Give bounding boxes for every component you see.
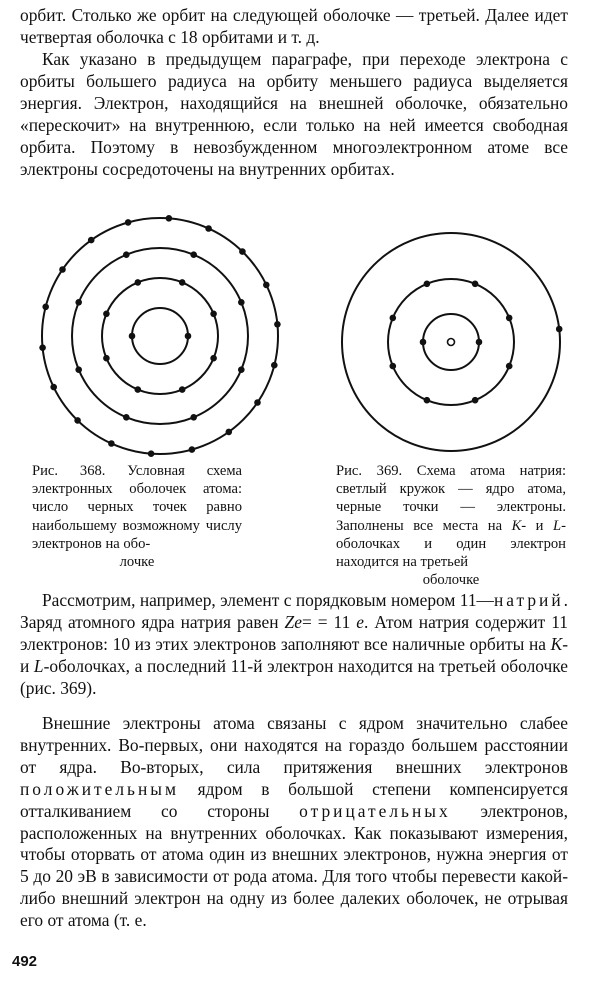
electron-dot <box>254 399 261 406</box>
electron-dot <box>123 414 130 421</box>
electron-dot <box>135 279 142 286</box>
electron-dot <box>189 446 196 453</box>
electron-dot <box>129 333 136 340</box>
figure-369 <box>325 225 575 461</box>
figure-368-caption <box>32 462 242 571</box>
electron-dot <box>50 384 57 391</box>
figure-368 <box>25 215 295 457</box>
orbit-ring <box>132 308 188 364</box>
electron-dot <box>472 397 479 404</box>
electron-dot <box>420 339 427 346</box>
electron-dot <box>123 251 130 258</box>
electron-dot <box>39 344 46 351</box>
p4-text-c: электронов, расположенных на внутренних оболочках. Как показывают измерения, чтобы оторвать от атома один из внешних электронов, нужна энергия от 5 до 20 эВ в зависимости от рода атома. Для того чтобы перевести какой-либо внешний электрон на одну из более далеких оболочек, не отрывая его от атома (т. е. <box>20 800 568 931</box>
electron-dot <box>103 311 110 318</box>
electron-dot <box>74 417 81 424</box>
electron-dot <box>390 363 397 370</box>
figure-369-shells <box>342 233 563 451</box>
p3-text-b: . Заряд атомного ядра натрия равен <box>20 590 568 632</box>
fig368-caption-end: лочке <box>119 554 155 571</box>
p4-spaced-2: отрицательных <box>299 800 451 821</box>
electron-dot <box>125 219 132 226</box>
electron-dot <box>190 414 197 421</box>
fig369-caption-end: оболочке <box>422 572 480 589</box>
paragraph-4 <box>20 713 568 932</box>
p3-text-g: -оболочках, а последний 11-й электрон находится на третьей оболочке (рис. 369). <box>20 655 568 698</box>
fig369-k: K <box>511 517 522 534</box>
electron-dot <box>205 225 212 232</box>
fig369-mid: - и <box>521 517 553 534</box>
electron-dot <box>226 429 233 436</box>
electron-dot <box>506 315 513 322</box>
fig368-caption-text: Рис. 368. Условная схема электронных оболочек атома: число черных точек равно наибольшему возможному числу электронов на обо- <box>32 463 242 552</box>
paragraph-1 <box>20 5 568 49</box>
p3-text-c: = = 11 <box>301 611 357 632</box>
electron-dot <box>556 326 563 333</box>
electron-dot <box>88 237 95 244</box>
electron-dot <box>210 355 217 362</box>
electron-dot <box>179 386 186 393</box>
p3-e: e <box>356 611 365 632</box>
electron-dot <box>239 248 246 255</box>
electron-dot <box>476 339 483 346</box>
electron-dot <box>179 279 186 286</box>
electron-dot <box>506 363 513 370</box>
electron-dot <box>166 215 173 222</box>
electron-dot <box>185 333 192 340</box>
figure-368-shells <box>39 215 280 457</box>
electron-dot <box>390 315 397 322</box>
electron-dot <box>472 281 479 288</box>
p4-text-b: ядром в большой степени компенсируется отталкиванием со стороны <box>20 778 568 821</box>
p4-text-a: Внешние электроны атома связаны с ядром значительно слабее внутренних. Во-первых, они находятся на гораздо большем расстоянии от ядра. Во-вторых, сила притяжения внешних электронов <box>20 713 568 777</box>
electron-dot <box>190 251 197 258</box>
p3-l: L <box>33 655 44 676</box>
electron-dot <box>42 304 49 311</box>
fig369-l: L <box>553 517 562 534</box>
electron-dot <box>75 366 82 373</box>
fig369-rest: -оболочках и один электрон находится на третьей <box>336 517 566 571</box>
p4-spaced-1: положительным <box>20 778 179 799</box>
electron-dot <box>148 450 155 457</box>
electron-dot <box>210 311 217 318</box>
paragraph-3 <box>20 590 568 700</box>
orbit-ring <box>72 248 248 424</box>
electron-dot <box>271 362 278 369</box>
electron-dot <box>424 397 431 404</box>
p3-text-f: - и <box>20 633 568 676</box>
electron-dot <box>75 299 82 306</box>
nucleus <box>448 339 455 346</box>
paragraph-2 <box>20 49 568 180</box>
fig369-caption-text: Рис. 369. Схема атома натрия: светлый кружок — ядро атома, черные точки — электроны. Заполнены все места на <box>336 463 566 534</box>
p3-spaced: натрий <box>493 590 564 610</box>
page-number: 492 <box>12 953 38 970</box>
p1-text: орбит. Столько же орбит на следующей оболочке — третьей. Далее идет четвертая оболочка с 18 орбитами и т. д. <box>20 5 568 47</box>
p3-k: K <box>550 633 563 654</box>
p3-text-d: . Атом натрия содержит 11 электронов: 10 из этих электронов заполняют все наличные орбиты на <box>20 611 569 654</box>
p2-text: Как указано в предыдущем параграфе, при переходе электрона с орбиты большего радиуса на орбиту меньшего радиуса выделяется энергия. Электрон, находящийся на внешней оболочке, обязательно «перескочит» на внутреннюю, если только на ней имеется свободная орбита. Поэтому в невозбужденном многоэлектронном атоме все электроны сосредоточены на внутренних орбитах. <box>20 49 568 179</box>
p3-ze: Ze <box>284 611 302 632</box>
figure-369-caption <box>336 462 566 589</box>
electron-dot <box>274 321 281 328</box>
electron-dot <box>135 386 142 393</box>
electron-dot <box>238 299 245 306</box>
electron-dot <box>59 266 66 273</box>
electron-dot <box>108 440 115 447</box>
electron-dot <box>263 282 270 289</box>
electron-dot <box>238 366 245 373</box>
electron-dot <box>103 355 110 362</box>
orbit-ring <box>102 278 218 394</box>
p3-text-a: Рассмотрим, например, элемент с порядковым номером 11— <box>42 590 494 610</box>
electron-dot <box>424 281 431 288</box>
